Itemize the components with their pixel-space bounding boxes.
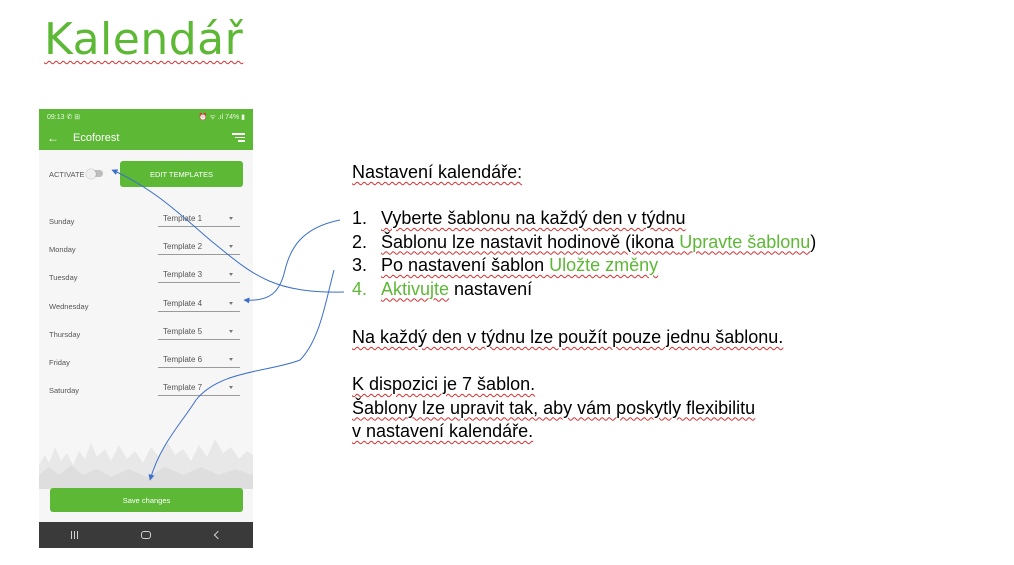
dropdown-caret-icon bbox=[229, 217, 233, 220]
forest-silhouette-background bbox=[39, 425, 253, 489]
day-row-sunday bbox=[39, 212, 253, 232]
day-row-thursday bbox=[39, 325, 253, 345]
instructions-heading: Nastavení kalendáře: bbox=[352, 162, 523, 182]
day-label: Tuesday bbox=[49, 273, 78, 282]
step-text: Šablonu lze nastavit hodinově (ikona bbox=[381, 231, 680, 252]
status-indicators: ⏰ ᯤ .ıl 74% ▮ bbox=[198, 113, 245, 121]
day-label: Wednesday bbox=[49, 302, 89, 311]
step-text: Vyberte šablonu na každý den v týdnu bbox=[381, 208, 686, 228]
edit-templates-button[interactable]: EDIT TEMPLATES bbox=[120, 161, 243, 187]
slide-title: Kalendář bbox=[44, 14, 244, 65]
dropdown-caret-icon bbox=[229, 302, 233, 305]
dropdown-caret-icon bbox=[229, 330, 233, 333]
app-bar bbox=[39, 125, 253, 150]
day-label: Sunday bbox=[49, 217, 75, 226]
template-select[interactable] bbox=[158, 240, 240, 255]
step-number: 4. bbox=[352, 278, 368, 299]
step-text-after: ) bbox=[810, 231, 817, 252]
day-row-friday bbox=[39, 353, 253, 373]
template-select[interactable] bbox=[158, 268, 240, 283]
menu-icon[interactable] bbox=[232, 133, 245, 142]
toggle-knob bbox=[86, 169, 96, 179]
day-row-wednesday bbox=[39, 297, 253, 317]
template-select[interactable] bbox=[158, 353, 240, 368]
step-number: 2. bbox=[352, 231, 368, 252]
status-time: 09:13 ✆ ⊞ bbox=[47, 114, 81, 121]
step-text-after: nastavení bbox=[449, 278, 533, 299]
template-select[interactable] bbox=[158, 381, 240, 396]
day-label: Thursday bbox=[49, 330, 81, 339]
step-highlight: Uložte změny bbox=[549, 255, 659, 275]
info-line: K dispozici je 7 šablon. bbox=[352, 374, 536, 394]
dropdown-caret-icon bbox=[229, 386, 233, 389]
template-select[interactable] bbox=[158, 297, 240, 312]
template-value: Template 5 bbox=[163, 327, 203, 336]
info-line: Šablony lze upravit tak, aby vám poskytly flexibilitu bbox=[352, 397, 756, 418]
day-row-monday bbox=[39, 240, 253, 260]
app-title: Ecoforest bbox=[73, 131, 120, 144]
template-value: Template 6 bbox=[163, 355, 203, 364]
template-value: Template 2 bbox=[163, 242, 203, 251]
nav-back-icon[interactable] bbox=[214, 531, 222, 539]
home-icon[interactable] bbox=[141, 531, 151, 539]
recent-apps-icon[interactable] bbox=[71, 531, 78, 539]
step-item bbox=[352, 254, 816, 278]
template-select[interactable] bbox=[158, 325, 240, 340]
arrow-step1-to-wednesday bbox=[244, 220, 340, 300]
template-value: Template 7 bbox=[163, 383, 203, 392]
day-row-tuesday bbox=[39, 268, 253, 288]
step-number: 3. bbox=[352, 255, 368, 275]
day-label: Monday bbox=[49, 245, 76, 254]
day-label: Friday bbox=[49, 358, 70, 367]
activate-label: ACTIVATE bbox=[49, 170, 85, 179]
template-value: Template 3 bbox=[163, 270, 203, 279]
save-changes-button[interactable]: Save changes bbox=[50, 488, 243, 512]
phone-screenshot bbox=[39, 109, 253, 548]
info-line: v nastavení kalendáře. bbox=[352, 421, 534, 441]
step-item bbox=[352, 231, 816, 255]
step-number: 1. bbox=[352, 208, 368, 228]
template-value: Template 4 bbox=[163, 299, 203, 308]
info-text bbox=[352, 373, 755, 444]
template-select[interactable] bbox=[158, 212, 240, 227]
android-nav-bar bbox=[39, 522, 253, 548]
steps-list bbox=[352, 207, 816, 301]
day-row-saturday bbox=[39, 381, 253, 401]
step-item bbox=[352, 278, 816, 302]
note-text: Na každý den v týdnu lze použít pouze jednu šablonu. bbox=[352, 327, 784, 347]
step-text: Po nastavení šablon bbox=[381, 255, 550, 275]
step-item bbox=[352, 207, 816, 231]
dropdown-caret-icon bbox=[229, 245, 233, 248]
step-highlight: Upravte šablonu bbox=[679, 231, 811, 252]
day-label: Saturday bbox=[49, 386, 80, 395]
dropdown-caret-icon bbox=[229, 273, 233, 276]
activate-toggle[interactable] bbox=[87, 170, 103, 177]
template-value: Template 1 bbox=[163, 214, 203, 223]
back-arrow-icon[interactable]: ← bbox=[47, 130, 59, 145]
dropdown-caret-icon bbox=[229, 358, 233, 361]
step-highlight: Aktivujte bbox=[381, 278, 450, 299]
status-bar bbox=[39, 109, 253, 125]
activate-row bbox=[39, 161, 253, 187]
